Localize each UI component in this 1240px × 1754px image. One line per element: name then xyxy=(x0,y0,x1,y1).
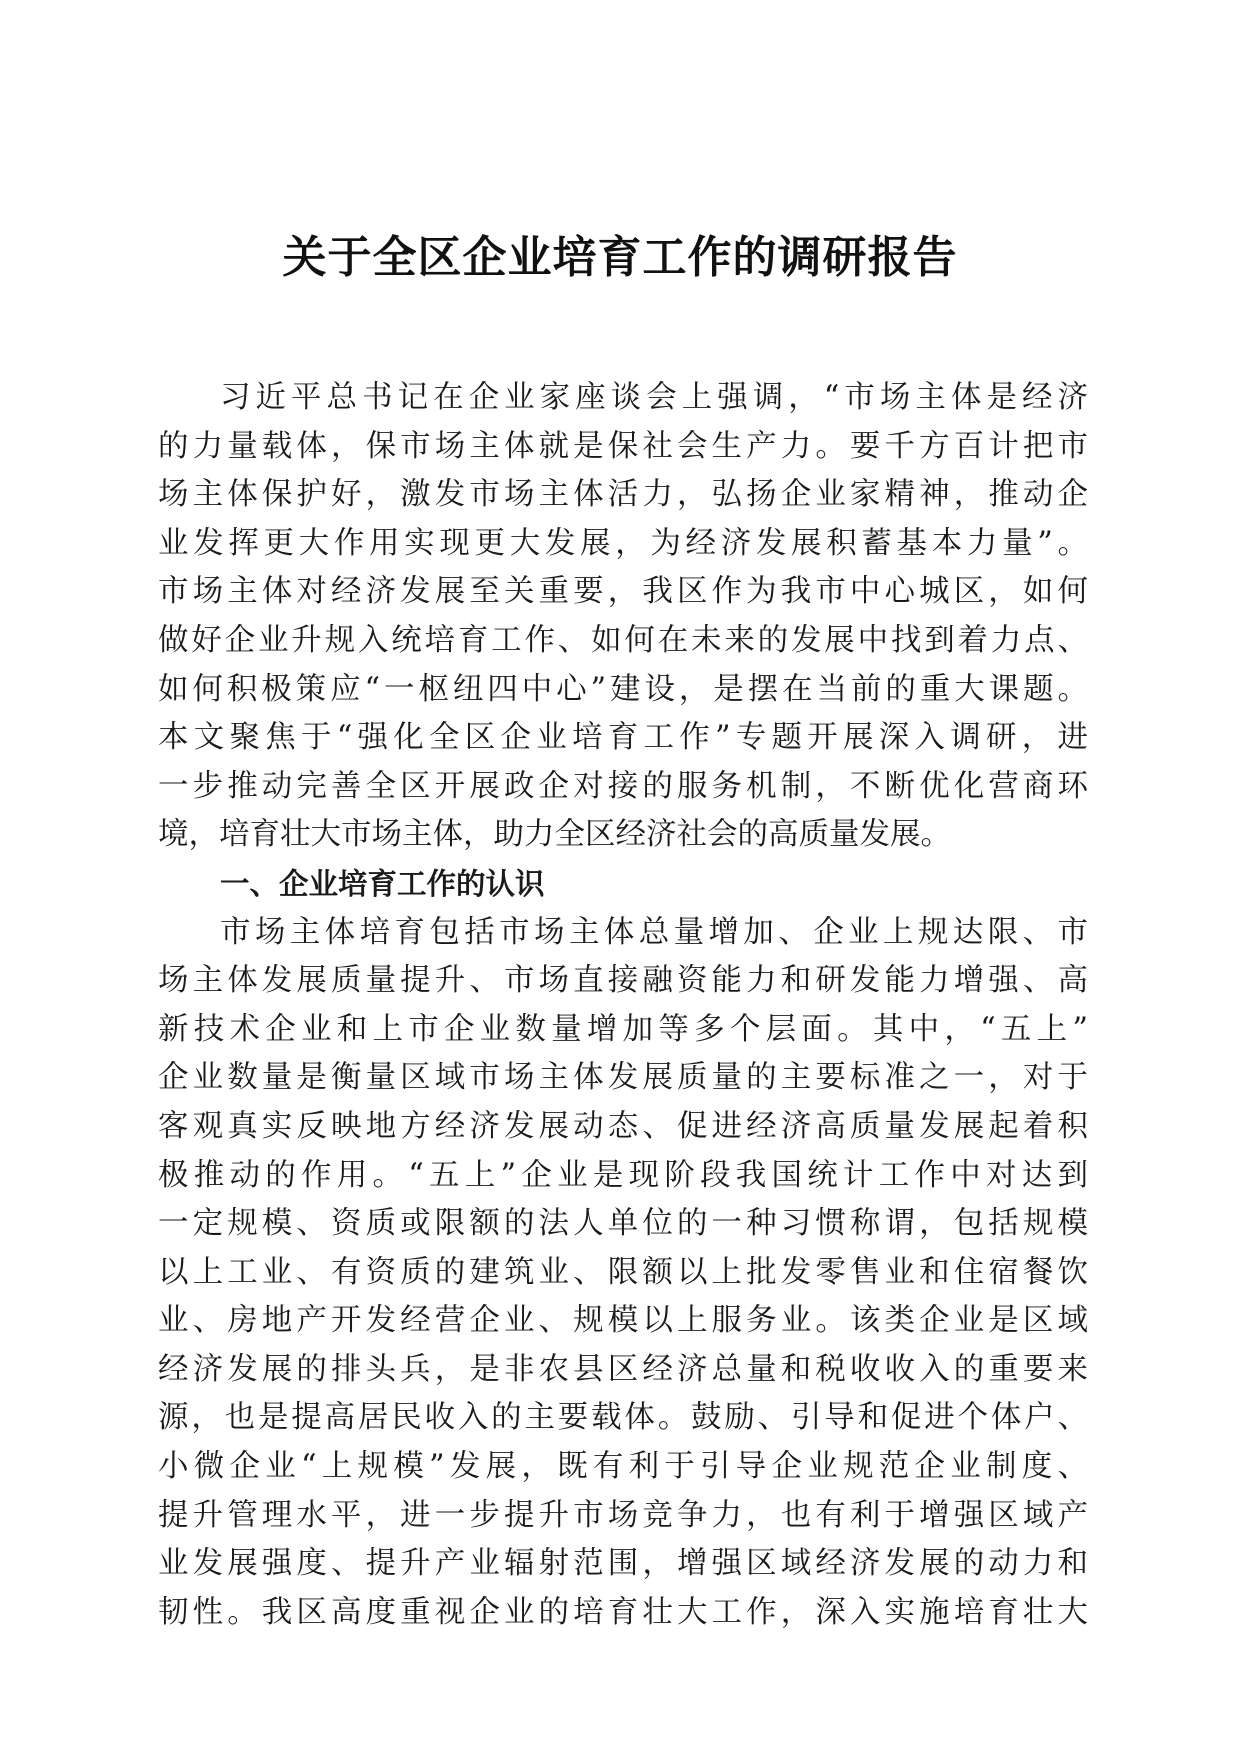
paragraph-line: 源，也是提高居民收入的主要载体。鼓励、引导和促进个体户、 xyxy=(158,1400,1088,1436)
paragraph-line: 市场主体对经济发展至关重要，我区作为我市中心城区，如何 xyxy=(158,574,1088,610)
paragraph-line: 经济发展的排头兵，是非农县区经济总量和税收收入的重要来 xyxy=(158,1351,1088,1387)
paragraph-line: 如何积极策应“一枢纽四中心”建设，是摆在当前的重大课题。 xyxy=(158,671,1088,707)
section-heading: 一、企业培育工作的认识 xyxy=(220,866,545,901)
paragraph-line: 客观真实反映地方经济发展动态、促进经济高质量发展起着积 xyxy=(158,1108,1088,1144)
paragraph-line: 做好企业升规入统培育工作、如何在未来的发展中找到着力点、 xyxy=(158,622,1088,658)
paragraph-line: 业、房地产开发经营企业、规模以上服务业。该类企业是区域 xyxy=(158,1303,1088,1339)
paragraph-line: 企业数量是衡量区域市场主体发展质量的主要标准之一，对于 xyxy=(158,1060,1088,1096)
paragraph-line: 提升管理水平，进一步提升市场竞争力，也有利于增强区域产 xyxy=(158,1497,1088,1533)
document-body xyxy=(158,374,1088,1637)
paragraph-line: 业发挥更大作用实现更大发展，为经济发展积蓄基本力量”。 xyxy=(158,525,1088,561)
paragraph-line: 习近平总书记在企业家座谈会上强调，“市场主体是经济 xyxy=(220,380,1088,415)
paragraph-line: 一步推动完善全区开展政企对接的服务机制，不断优化营商环 xyxy=(158,768,1088,804)
paragraph-line: 业发展强度、提升产业辐射范围，增强区域经济发展的动力和 xyxy=(158,1546,1088,1582)
paragraph-line: 新技术企业和上市企业数量增加等多个层面。其中，“五上” xyxy=(158,1011,1088,1047)
paragraph-line: 小微企业“上规模”发展，既有利于引导企业规范企业制度、 xyxy=(158,1449,1088,1485)
paragraph-line: 一定规模、资质或限额的法人单位的一种习惯称谓，包括规模 xyxy=(158,1206,1088,1242)
paragraph-line: 境，培育壮大市场主体，助力全区经济社会的高质量发展。 xyxy=(158,817,951,853)
paragraph-line: 本文聚焦于“强化全区企业培育工作”专题开展深入调研，进 xyxy=(158,720,1088,756)
document-title: 关于全区企业培育工作的调研报告 xyxy=(282,232,958,283)
paragraph-line: 极推动的作用。“五上”企业是现阶段我国统计工作中对达到 xyxy=(158,1157,1088,1193)
paragraph-line: 市场主体培育包括市场主体总量增加、企业上规达限、市 xyxy=(220,914,1088,950)
paragraph-line: 场主体发展质量提升、市场直接融资能力和研发能力增强、高 xyxy=(158,963,1088,999)
paragraph-line: 的力量载体，保市场主体就是保社会生产力。要千方百计把市 xyxy=(158,428,1088,464)
paragraph-line: 以上工业、有资质的建筑业、限额以上批发零售业和住宿餐饮 xyxy=(158,1254,1088,1290)
paragraph-line: 场主体保护好，激发市场主体活力，弘扬企业家精神，推动企 xyxy=(158,477,1088,513)
paragraph-line: 韧性。我区高度重视企业的培育壮大工作，深入实施培育壮大 xyxy=(158,1594,1088,1630)
